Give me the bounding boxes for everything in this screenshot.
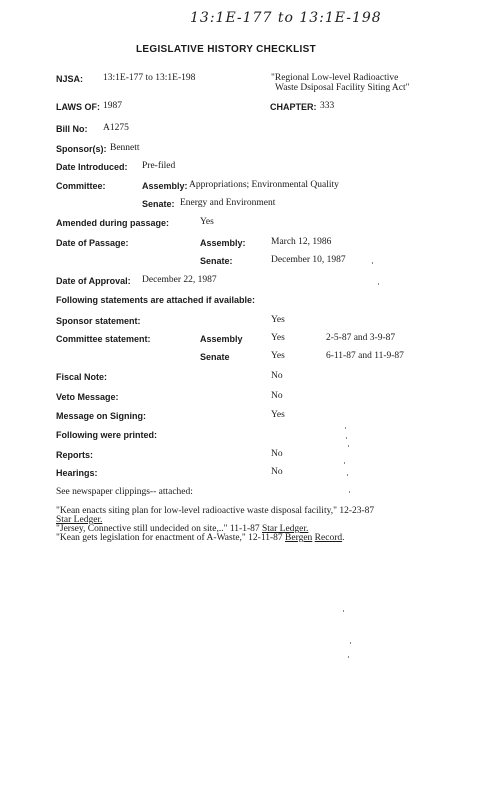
passage-senate-label: Senate:: [200, 256, 233, 266]
cs-senate-label: Senate: [200, 352, 230, 362]
clipping-2-source: Star Ledger.: [261, 524, 309, 534]
committee-label: Committee:: [56, 181, 106, 191]
hearings-label: Hearings:: [56, 468, 98, 478]
scan-speck: [348, 656, 349, 658]
njsa-label: NJSA:: [56, 74, 84, 84]
committee-senate-label: Senate:: [142, 199, 175, 209]
amended-label: Amended during passage:: [56, 218, 170, 228]
scan-speck: [378, 283, 379, 285]
reports-value: No: [271, 449, 283, 459]
date-introduced-label: Date Introduced:: [56, 162, 128, 172]
act-name-line2: Waste Dsiposal Facility Siting Act": [275, 83, 410, 93]
message-on-signing-value: Yes: [271, 410, 285, 420]
sponsors-label: Sponsor(s):: [56, 144, 107, 154]
sponsor-statement-value: Yes: [271, 315, 285, 325]
bill-no-label: Bill No:: [56, 124, 88, 134]
scan-speck: [345, 427, 346, 429]
scan-speck: [349, 491, 350, 493]
clipping-2-text: "Jersey, Connective still undecided on site,.." 11-1-87: [56, 524, 262, 534]
clipping-3-source-a: Bergen: [285, 533, 313, 543]
message-on-signing-label: Message on Signing:: [56, 411, 147, 421]
committee-statement-label: Committee statement:: [56, 334, 151, 344]
scan-speck: [348, 445, 349, 447]
date-introduced-value: Pre-filed: [142, 161, 176, 171]
cs-assembly-dates: 2-5-87 and 3-9-87: [326, 333, 396, 343]
scan-speck: [347, 474, 348, 476]
scan-speck: [350, 642, 351, 644]
fiscal-note-label: Fiscal Note:: [56, 372, 108, 382]
handwritten-header: 13:1E-177 to 13:1E-198: [190, 10, 382, 26]
chapter-value: 333: [320, 101, 335, 111]
scan-speck: [344, 462, 345, 464]
chapter-label: CHAPTER:: [270, 102, 317, 112]
cs-senate-value: Yes: [271, 351, 285, 361]
reports-label: Reports:: [56, 450, 94, 460]
veto-message-label: Veto Message:: [56, 392, 119, 402]
cs-assembly-label: Assembly: [200, 334, 243, 344]
scan-speck: [372, 262, 373, 264]
laws-of-label: LAWS OF:: [56, 102, 100, 112]
cs-senate-dates: 6-11-87 and 11-9-87: [326, 351, 404, 361]
act-name-line1: "Regional Low-level Radioactive: [271, 73, 399, 83]
clippings-intro: See newspaper clippings-- attached:: [56, 487, 193, 497]
date-of-approval-label: Date of Approval:: [56, 276, 131, 286]
following-printed-heading: Following were printed:: [56, 430, 157, 440]
veto-message-value: No: [271, 391, 283, 401]
laws-of-value: 1987: [103, 101, 122, 111]
page-title: LEGISLATIVE HISTORY CHECKLIST: [136, 44, 317, 55]
committee-assembly-value: Appropriations; Environmental Quality: [189, 180, 339, 190]
clipping-1-text: "Kean enacts siting plan for low-level radioactive waste disposal facility," 12-23-87: [56, 506, 375, 516]
committee-senate-value: Energy and Environment: [180, 198, 276, 208]
committee-assembly-label: Assembly:: [142, 181, 188, 191]
clipping-1-source: Star Ledger.: [56, 515, 103, 525]
cs-assembly-value: Yes: [271, 333, 285, 343]
fiscal-note-value: No: [271, 371, 283, 381]
date-of-passage-label: Date of Passage:: [56, 238, 129, 248]
hearings-value: No: [271, 467, 283, 477]
passage-assembly-value: March 12, 1986: [271, 237, 332, 247]
date-of-approval-value: December 22, 1987: [142, 275, 217, 285]
amended-value: Yes: [200, 217, 214, 227]
clipping-3-text: "Kean gets legislation for enactment of A-Waste," 12-11-87: [56, 533, 286, 543]
clipping-3: "Kean gets legislation for enactment of A-Waste," 12-11-87 Bergen Record.: [56, 533, 345, 543]
following-attached-heading: Following statements are attached if available:: [56, 295, 256, 305]
sponsors-value: Bennett: [110, 143, 140, 153]
scan-speck: [346, 437, 347, 439]
scan-speck: [343, 610, 344, 612]
sponsor-statement-label: Sponsor statement:: [56, 316, 141, 326]
passage-senate-value: December 10, 1987: [271, 255, 346, 265]
clipping-3-source-b: Record: [314, 533, 343, 543]
passage-assembly-label: Assembly:: [200, 238, 246, 248]
bill-no-value: A1275: [103, 123, 129, 133]
njsa-value: 13:1E-177 to 13:1E-198: [103, 73, 196, 83]
